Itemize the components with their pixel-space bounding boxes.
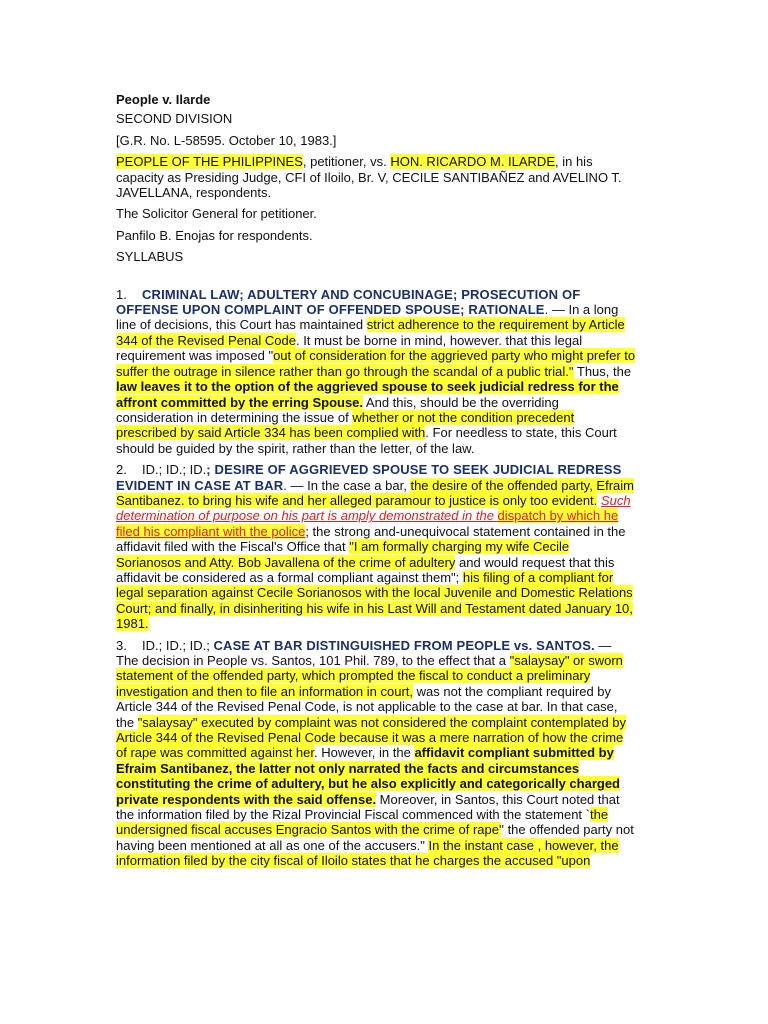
red-highlight-annotation: dispatch by which he filed his compliant with the police (116, 508, 619, 539)
item-number: 1. (116, 286, 127, 302)
item-number: 2. (116, 462, 127, 478)
counsel-respondents: Panfilo B. Enojas for respondents. (116, 227, 313, 243)
petitioner-name: PEOPLE OF THE PHILIPPINES (116, 154, 303, 170)
item-number: 3. (116, 637, 127, 653)
syllabus-heading-text: CRIMINAL LAW; ADULTERY AND CONCUBINAGE; PROSECUTION OF OFFENSE UPON COMPLAINT OF OFFENDED SPOUSE; RATIONALE (116, 286, 581, 318)
syllabus-item-1: 1. CRIMINAL LAW; ADULTERY AND CONCUBINAGE; PROSECUTION OF OFFENSE UPON COMPLAINT OF OFFENDED SPOUSE; RATIONALE. — In a long line of decisions, this Court has maintained strict adherence to the requirement by Article 344 of the Revised Penal Code. It must be borne in mind, however. that this legal requirement was imposed "out of consideration for the aggrieved party who might prefer to suffer the outrage in silence rather than go through the scandal of a public trial." Thus, the law leaves it to the option of the aggrieved spouse to seek judicial redress for the affront committed by the erring Spouse. And this, should be the overriding consideration in determining the issue of whether or not the condition precedent prescribed by said Article 334 has been complied with. For needless to state, this Court should be guided by the spirit, rather than the letter, of the law. (116, 286, 636, 456)
gr-number: [G.R. No. L-58595. October 10, 1983.] (116, 132, 337, 148)
syllabus-item-3: 3. ID.; ID.; ID.; CASE AT BAR DISTINGUISHED FROM PEOPLE vs. SANTOS. — The decision in People vs. Santos, 101 Phil. 789, to the effect that a "salaysay" or sworn statement of the offended party, which prompted the fiscal to conduct a preliminary investigation and then to file an information in court, was not the compliant required by Article 344 of the Revised Penal Code, is not applicable to the case at bar. In that case, the "salaysay" executed by complaint was not considered the complaint contemplated by Article 344 of the Revised Penal Code because it was a mere narration of how the crime of rape was committed against her. However, in the affidavit compliant submitted by Efraim Santibanez, the latter not only narrated the facts and circumstances constituting the crime of adultery, but he also explicitly and categorically charged private respondents with the said offense. Moreover, in Santos, this Court noted that the information filed by the Rizal Provincial Fiscal commenced with the statement `the undersigned fiscal accuses Engracio Santos with the crime of rape'' the offended party not having been mentioned at all as one of the accusers." In the instant case , however, the information filed by the city fiscal of Iloilo states that he charges the accused "upon (116, 637, 634, 869)
syllabus-heading: SYLLABUS (116, 249, 184, 265)
case-title: People v. Ilarde (116, 92, 211, 107)
syllabus-heading-text: ; DESIRE OF AGGRIEVED SPOUSE TO SEEK JUDICIAL REDRESS EVIDENT IN CASE AT BAR (116, 462, 622, 493)
red-annotation: Such determination of purpose on his part is amply demonstrated in the (116, 492, 631, 524)
division-label: SECOND DIVISION (116, 111, 233, 127)
counsel-petitioner: The Solicitor General for petitioner. (116, 206, 317, 222)
document-page (116, 92, 636, 875)
respondent-judge-name: HON. RICARDO M. ILARDE (390, 154, 555, 170)
syllabus-heading-text: CASE AT BAR DISTINGUISHED FROM PEOPLE vs. SANTOS. (213, 637, 595, 653)
syllabus-item-2: 2. ID.; ID.; ID.; DESIRE OF AGGRIEVED SPOUSE TO SEEK JUDICIAL REDRESS EVIDENT IN CASE AT BAR. — In the case a bar, the desire of the offended party, Efraim Santibanez. to bring his wife and her alleged paramour to justice is only too evident. Such determination of purpose on his part is amply demonstrated in the dispatch by which he filed his compliant with the police; the strong and-unequivocal statement contained in the affidavit filed with the Fiscal's Office that "I am formally charging my wife Cecile Sorianosos and Atty. Bob Javallena of the crime of adultery and would request that this affidavit be considered as a formal compliant against them"; his filing of a compliant for legal separation against Cecile Sorianosos with the local Juvenile and Domestic Relations Court; and finally, in disinheriting his wife in his Last Will and Testament dated January 10, 1981. (116, 462, 634, 632)
parties-paragraph: PEOPLE OF THE PHILIPPINES, petitioner, vs. HON. RICARDO M. ILARDE, in his capacity as Presiding Judge, CFI of Iloilo, Br. V, CECILE SANTIBAÑEZ and AVELINO T. JAVELLANA, respondents. (116, 154, 622, 201)
